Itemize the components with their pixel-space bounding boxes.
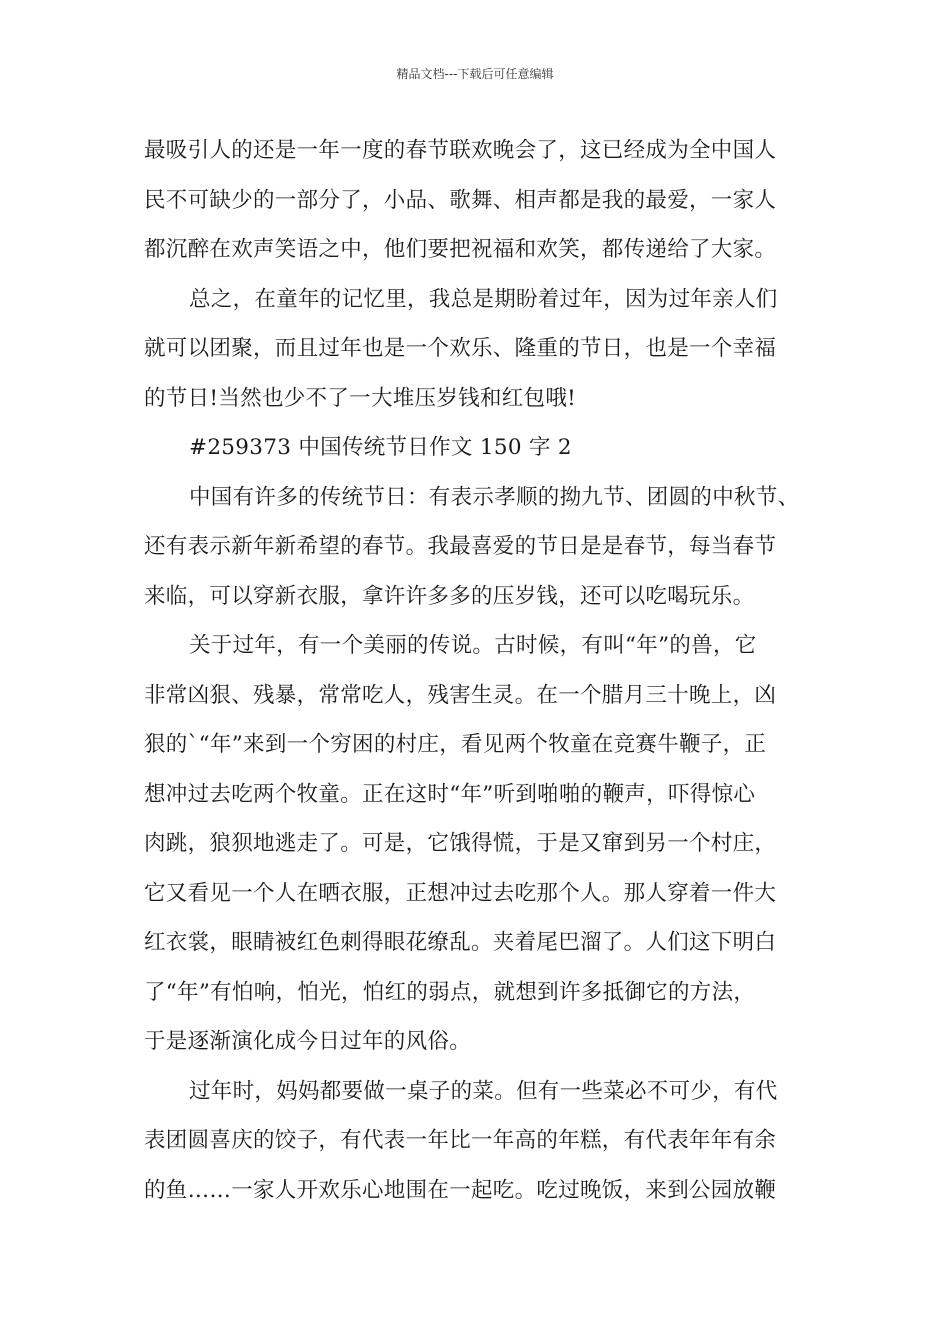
text-line: 它又看见一个人在晒衣服，正想冲过去吃那个人。那人穿着一件大 <box>144 880 777 906</box>
text-line: 就可以团聚，而且过年也是一个欢乐、隆重的节日，也是一个幸福 <box>144 336 777 361</box>
text-line: 表团圆喜庆的饺子，有代表一年比一年高的年糕，有代表年年有余 <box>144 1128 777 1153</box>
text-line: 中国有许多的传统节日：有表示孝顺的拗九节、团圆的中秋节、 <box>189 484 800 510</box>
text-line: 最吸引人的还是一年一度的春节联欢晚会了，这已经成为全中国人 <box>144 138 777 163</box>
text-line: 非常凶狠、残暴，常常吃人，残害生灵。在一个腊月三十晚上，凶 <box>144 682 777 708</box>
text-line: 肉跳，狼狈地逃走了。可是，它饿得慌，于是又窜到另一个村庄， <box>144 831 777 856</box>
text-line: 来临，可以穿新衣服，拿许许多多的压岁钱，还可以吃喝玩乐。 <box>144 583 755 609</box>
text-line: #259373 中国传统节日作文 150 字 2 <box>189 435 572 460</box>
page-header: 精品文档---下载后可任意编辑 <box>396 67 554 81</box>
text-line: 还有表示新年新希望的春节。我最喜爱的节日是是春节，每当春节 <box>144 534 777 559</box>
text-line: 于是逐渐演化成今日过年的风俗。 <box>144 1029 472 1054</box>
document-body <box>144 126 824 1215</box>
text-line: 总之，在童年的记忆里，我总是期盼着过年，因为过年亲人们 <box>189 286 778 312</box>
text-line: 关于过年，有一个美丽的传说。古时候，有叫“年”的兽，它 <box>189 633 757 658</box>
text-line: 想冲过去吃两个牧童。正在这时“年”听到啪啪的鞭声，吓得惊心 <box>144 781 756 807</box>
text-line: 了“年”有怕响，怕光，怕红的弱点，就想到许多抵御它的方法， <box>144 979 756 1005</box>
text-line: 红衣裳，眼睛被红色刺得眼花缭乱。夹着尾巴溜了。人们这下明白 <box>144 930 777 955</box>
text-line: 都沉醉在欢声笑语之中，他们要把祝福和欢笑，都传递给了大家。 <box>144 237 777 262</box>
text-line: 过年时，妈妈都要做一桌子的菜。但有一些菜必不可少，有代 <box>189 1078 778 1104</box>
text-line: 的节日!当然也少不了一大堆压岁钱和红包哦! <box>144 385 577 411</box>
text-line: 的鱼……一家人开欢乐心地围在一起吃。吃过晚饭，来到公园放鞭 <box>144 1177 777 1203</box>
text-line: 民不可缺少的一部分了，小品、歌舞、相声都是我的最爱，一家人 <box>144 187 777 213</box>
text-line: 狠的`“年”来到一个穷困的村庄，看见两个牧童在竞赛牛鞭子，正 <box>144 732 767 757</box>
